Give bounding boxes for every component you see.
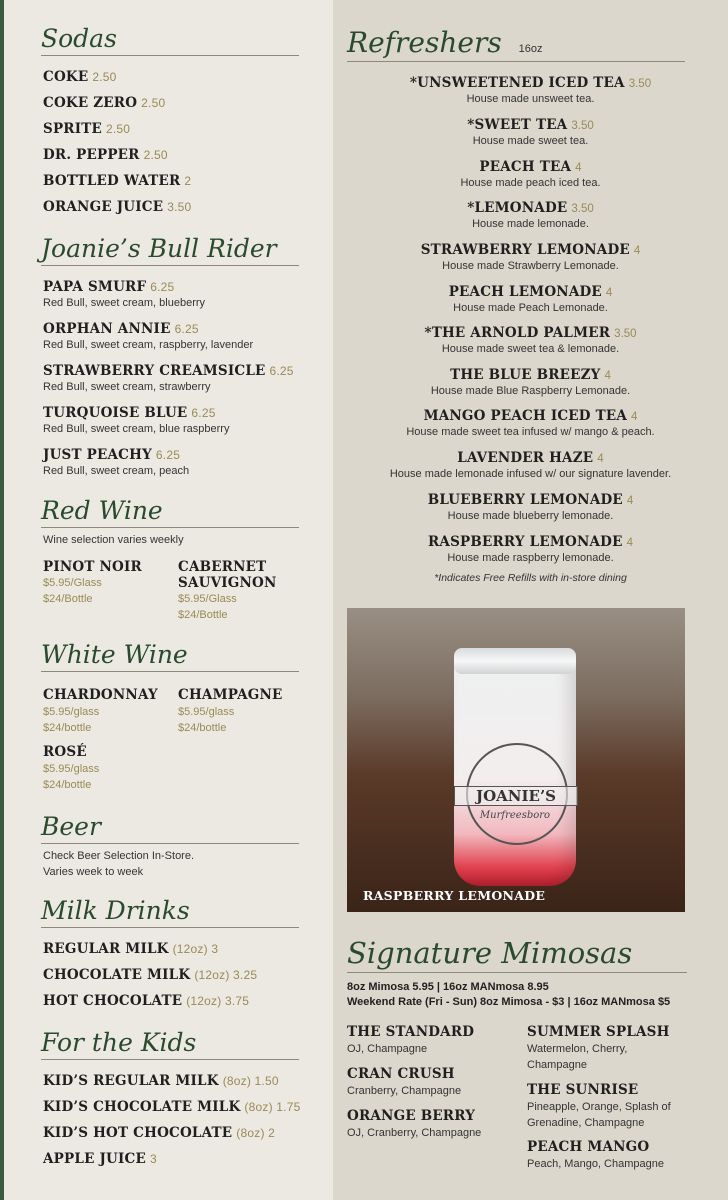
menu-item: BOTTLED WATER 2 xyxy=(43,173,192,189)
beer-note: Check Beer Selection In-Store. xyxy=(43,850,195,862)
mimosa-desc: OJ, Cranberry, Champagne xyxy=(347,1127,482,1139)
refill-footnote: *Indicates Free Refills with in-store dining xyxy=(434,572,627,584)
mimosa-price-line: 8oz Mimosa 5.95 | 16oz MANmosa 8.95 xyxy=(347,981,549,993)
refresher-item: *THE ARNOLD PALMER 3.50 House made sweet tea & lemonade. xyxy=(424,325,637,355)
sodas-heading: Sodas xyxy=(41,24,299,56)
refresher-item: PEACH TEA 4 House made peach iced tea. xyxy=(460,159,601,189)
price-glass: $5.95/glass xyxy=(43,706,100,718)
beer-heading: Beer xyxy=(41,812,299,844)
mimosa-item: ORANGE BERRY xyxy=(347,1108,476,1124)
menu-item: CABERNET xyxy=(178,559,267,575)
mimosa-desc: Watermelon, Cherry, xyxy=(527,1043,628,1055)
menu-item: JUST PEACHY 6.25 xyxy=(43,447,181,463)
price-bottle: $24/Bottle xyxy=(43,593,93,605)
menu-item: SPRITE 2.50 xyxy=(43,121,131,137)
menu-item: COKE ZERO 2.50 xyxy=(43,95,166,111)
menu-item: HOT CHOCOLATE (12oz) 3.75 xyxy=(43,993,250,1009)
price-bottle: $24/bottle xyxy=(43,779,92,791)
menu-item: COKE 2.50 xyxy=(43,69,117,85)
menu-item-desc: Red Bull, sweet cream, peach xyxy=(43,465,190,477)
mimosa-item: CRAN CRUSH xyxy=(347,1066,455,1082)
milk-heading: Milk Drinks xyxy=(41,896,299,928)
mimosa-desc: Pineapple, Orange, Splash of xyxy=(527,1101,671,1113)
menu-item: CHARDONNAY xyxy=(43,687,158,703)
photo-caption: RASPBERRY LEMONADE xyxy=(363,888,546,903)
price-bottle: $24/Bottle xyxy=(178,609,228,621)
price-glass: $5.95/Glass xyxy=(43,577,102,589)
menu-item: PAPA SMURF 6.25 xyxy=(43,279,175,295)
white-wine-heading: White Wine xyxy=(41,640,299,672)
left-border xyxy=(0,0,4,1200)
red-wine-note: Wine selection varies weekly xyxy=(43,534,184,546)
refresher-item: *LEMONADE 3.50 House made lemonade. xyxy=(467,200,594,230)
refresher-item: BLUEBERRY LEMONADE 4 House made blueberry lemonade. xyxy=(427,492,634,522)
menu-item: ROSÉ xyxy=(43,744,87,760)
refresher-item: RASPBERRY LEMONADE 4 House made raspberry lemonade. xyxy=(428,534,633,564)
mimosa-item: SUMMER SPLASH xyxy=(527,1024,670,1040)
menu-item: CHAMPAGNE xyxy=(178,687,283,703)
jar-lid xyxy=(454,648,576,674)
menu-item: TURQUOISE BLUE 6.25 xyxy=(43,405,216,421)
refreshers-heading xyxy=(347,26,685,62)
refresher-item: THE BLUE BREEZY 4 House made Blue Raspberry Lemonade. xyxy=(430,367,631,397)
menu-item-desc: Red Bull, sweet cream, raspberry, lavender xyxy=(43,339,254,351)
menu-item: KID’S REGULAR MILK (8oz) 1.50 xyxy=(43,1073,279,1089)
price-bottle: $24/bottle xyxy=(43,722,92,734)
menu-item: CHOCOLATE MILK (12oz) 3.25 xyxy=(43,967,258,983)
mimosa-item: THE STANDARD xyxy=(347,1024,475,1040)
refresher-item: PEACH LEMONADE 4 House made Peach Lemonade. xyxy=(448,284,613,314)
mimosa-item: PEACH MANGO xyxy=(527,1139,650,1155)
mimosa-desc: Cranberry, Champagne xyxy=(347,1085,462,1097)
menu-item-desc: Red Bull, sweet cream, blueberry xyxy=(43,297,206,309)
menu-item: ORPHAN ANNIE 6.25 xyxy=(43,321,199,337)
menu-item: PINOT NOIR xyxy=(43,559,142,575)
mimosa-desc: Grenadine, Champagne xyxy=(527,1117,645,1129)
right-column xyxy=(333,0,728,1200)
menu-item: KID’S CHOCOLATE MILK (8oz) 1.75 xyxy=(43,1099,301,1115)
price-glass: $5.95/glass xyxy=(43,763,100,775)
refreshers-size: 16oz xyxy=(518,43,543,55)
menu-item: DR. PEPPER 2.50 xyxy=(43,147,168,163)
menu-item: APPLE JUICE 3 xyxy=(43,1151,157,1167)
refresher-item: STRAWBERRY LEMONADE 4 House made Strawberry Lemonade. xyxy=(420,242,641,272)
refreshers-title: Refreshers xyxy=(347,26,502,59)
price-glass: $5.95/glass xyxy=(178,706,235,718)
joanies-logo: JOANIE’S xyxy=(454,786,578,806)
price-glass: $5.95/Glass xyxy=(178,593,237,605)
kids-heading: For the Kids xyxy=(41,1028,299,1060)
menu-item: SAUVIGNON xyxy=(178,575,277,591)
beer-note: Varies week to week xyxy=(43,866,144,878)
mimosas-heading: Signature Mimosas xyxy=(347,936,687,973)
bull-rider-heading: Joanie’s Bull Rider xyxy=(41,234,299,266)
mason-jar-image xyxy=(454,648,576,886)
mimosa-desc: Peach, Mango, Champagne xyxy=(527,1158,664,1170)
price-bottle: $24/bottle xyxy=(178,722,227,734)
menu-item: STRAWBERRY CREAMSICLE 6.25 xyxy=(43,363,294,379)
mimosa-desc: Champagne xyxy=(527,1059,587,1071)
menu-item: REGULAR MILK (12oz) 3 xyxy=(43,941,219,957)
menu-item: ORANGE JUICE 3.50 xyxy=(43,199,192,215)
red-wine-heading: Red Wine xyxy=(41,496,299,528)
refresher-item: MANGO PEACH ICED TEA 4 House made sweet tea infused w/ mango & peach. xyxy=(406,408,655,438)
refresher-item: *UNSWEETENED ICED TEA 3.50 House made unsweet tea. xyxy=(409,75,652,105)
mimosa-weekend-line: Weekend Rate (Fri - Sun) 8oz Mimosa - $3 | 16oz MANmosa $5 xyxy=(347,996,671,1008)
refresher-item: *SWEET TEA 3.50 House made sweet tea. xyxy=(467,117,594,147)
refresher-item: LAVENDER HAZE 4 House made lemonade infused w/ our signature lavender. xyxy=(389,450,672,480)
menu-item-desc: Red Bull, sweet cream, strawberry xyxy=(43,381,211,393)
logo-subtitle: Murfreesboro xyxy=(479,810,551,821)
menu-item-desc: Red Bull, sweet cream, blue raspberry xyxy=(43,423,230,435)
menu-item: KID’S HOT CHOCOLATE (8oz) 2 xyxy=(43,1125,276,1141)
mimosa-item: THE SUNRISE xyxy=(527,1082,639,1098)
raspberry-lemonade-photo xyxy=(347,608,685,912)
mimosa-desc: OJ, Champagne xyxy=(347,1043,428,1055)
